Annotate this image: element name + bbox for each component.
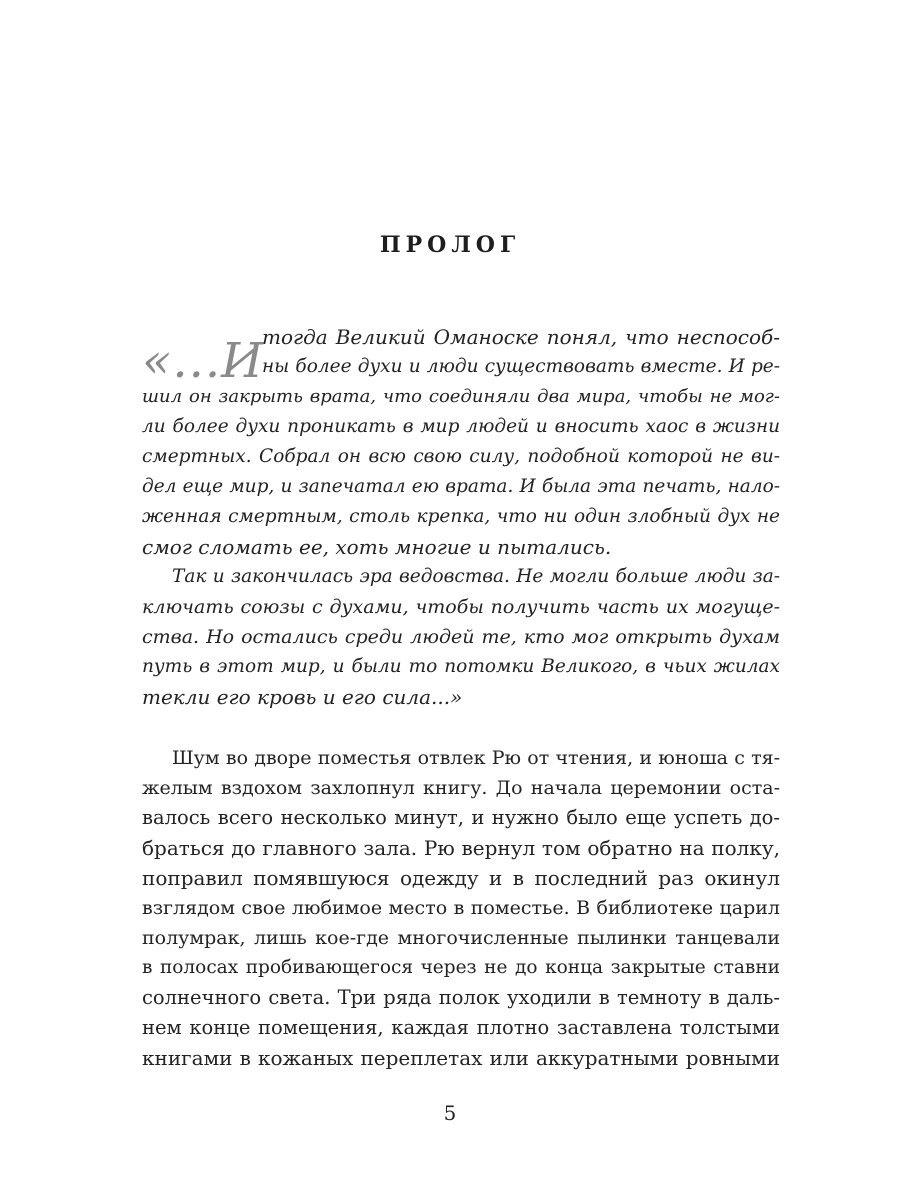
prologue-line: ства. Но остались среди людей те, кто мог открыть духам (142, 626, 780, 648)
prologue-line: смертных. Собрал он всю свою силу, подобной которой не ви- (142, 446, 780, 467)
body-line: желым вздохом захлопнул книгу. До начала церемонии оста- (142, 777, 780, 799)
chapter-title: ПРОЛОГ (379, 232, 521, 258)
body-line: книгами в кожаных переплетах или аккуратными ровными (142, 1046, 780, 1070)
prologue-line: текли его кровь и его сила...» (142, 685, 463, 709)
prologue-line: женная смертным, столь крепка, что ни один злобный дух не (142, 506, 780, 527)
prologue-line: шил он закрыть врата, что соединяли два мира, чтобы не мог- (142, 386, 780, 407)
prologue-line: ключать союзы с духами, чтобы получить часть их могуще- (142, 596, 780, 618)
body-line: в полосах пробивающегося через не до конца закрытые ставни (142, 957, 780, 978)
page-number: 5 (443, 1101, 457, 1125)
body-line: валось всего несколько минут, и нужно было еще успеть до- (142, 806, 780, 829)
prologue-line: смог сломать ее, хоть многие и пытались. (142, 535, 612, 559)
body-line: Шум во дворе поместья отвлек Рю от чтения, и юноша с тя- (172, 747, 780, 769)
prologue-line: Так и закончилась эра ведовства. Не могли больше люди за- (172, 566, 780, 587)
body-line: полумрак, лишь кое-где многочисленные пылинки танцевали (142, 927, 780, 949)
body-line: браться до главного зала. Рю вернул том обратно на полку, (142, 836, 780, 860)
prologue-line: путь в этот мир, и были то потомки Великого, в чьих жилах (142, 656, 780, 677)
body-line: поправил помявшуюся одежду и в последний раз окинул (142, 866, 780, 890)
drop-cap: «...И (142, 333, 264, 389)
prologue-line: ны более духи и люди существовать вместе. И ре- (262, 356, 780, 377)
prologue-line: ли более духи проникать в мир людей и вносить хаос в жизни (142, 416, 780, 437)
body-line: солнечного света. Три ряда полок уходили в темноту в даль- (142, 986, 780, 1009)
prologue-line: дел еще мир, и запечатал ею врата. И была эта печать, нало- (142, 476, 780, 497)
body-line: взглядом свое любимое место в поместье. В библиотеке царил (142, 897, 780, 919)
prologue-line: тогда Великий Оманоске понял, что неспособ- (262, 325, 780, 349)
body-line: нем конце помещения, каждая плотно заставлена толстыми (142, 1016, 780, 1039)
